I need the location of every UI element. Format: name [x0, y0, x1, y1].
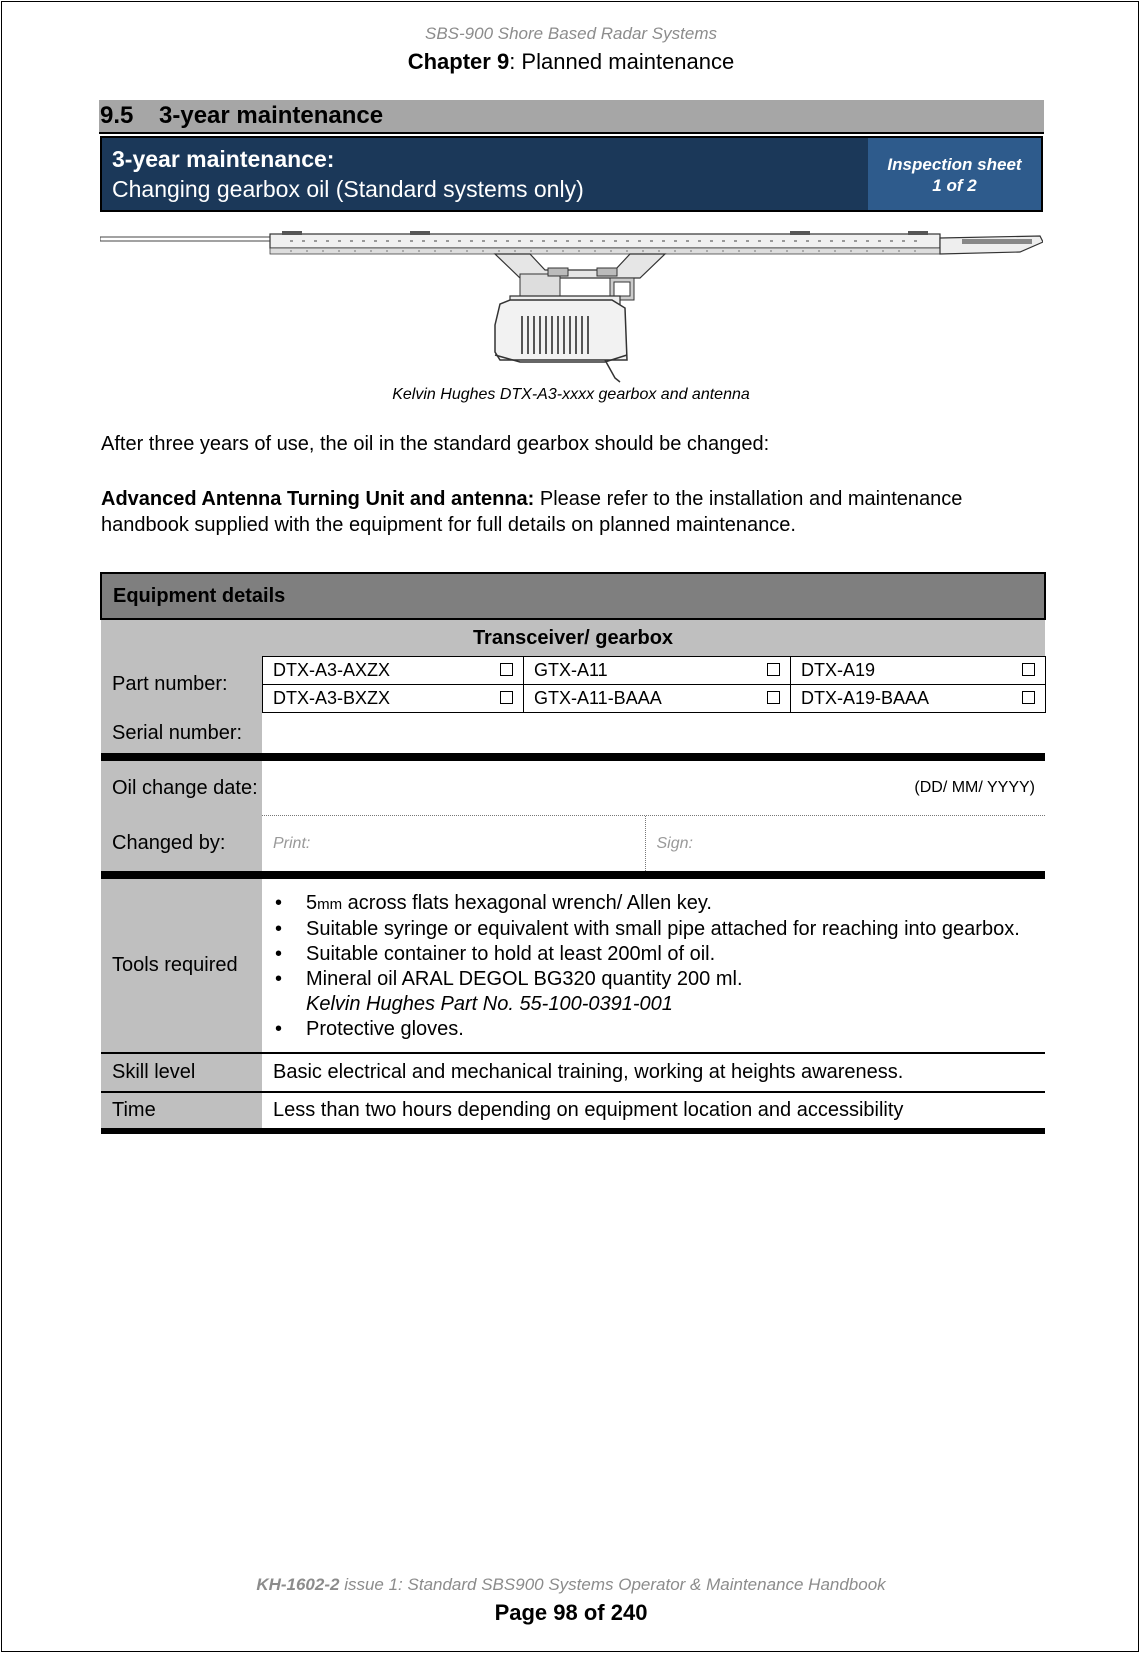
gearbox-antenna-illustration — [100, 230, 1043, 385]
list-item — [273, 967, 1035, 1017]
changed-by-label: Changed by: — [101, 816, 262, 876]
part-number-grid — [262, 656, 1046, 713]
intro-paragraph: After three years of use, the oil in the standard gearbox should be changed: — [101, 433, 770, 455]
table-bottom-border — [101, 1131, 1045, 1134]
section-heading — [99, 100, 1044, 134]
list-item: • Protective gloves. — [273, 1017, 1035, 1042]
sign-placeholder: Sign: — [656, 834, 693, 852]
time-label: Time — [101, 1092, 262, 1131]
transceiver-gearbox-heading: Transceiver/ gearbox — [101, 619, 1045, 656]
print-name-field[interactable] — [262, 816, 645, 871]
part-number-label: Part number: — [101, 656, 262, 713]
advanced-antenna-note — [101, 486, 1041, 538]
part-number-row — [263, 657, 1046, 685]
serial-number-label: Serial number: — [101, 713, 262, 757]
part-option-label: GTX-A11-BAAA — [534, 688, 662, 708]
part-option-label: DTX-A3-BXZX — [273, 688, 391, 708]
tools-list-cell — [262, 879, 1045, 1053]
part-option-gtx-a11-baaa[interactable] — [524, 685, 791, 713]
wrench-description: across flats hexagonal wrench/ Allen key. — [342, 892, 712, 914]
procedure-banner — [100, 136, 1043, 212]
part-option-dtx-a19[interactable] — [791, 657, 1046, 685]
chapter-number: Chapter 9 — [407, 49, 510, 74]
skill-level-label: Skill level — [101, 1053, 262, 1092]
banner-title: 3-year maintenance: — [112, 146, 335, 172]
part-option-label: DTX-A19 — [801, 660, 876, 680]
signature-grid — [262, 816, 1045, 871]
signature-field[interactable] — [645, 816, 1045, 871]
equipment-details-form — [100, 572, 1046, 1134]
oil-description: Mineral oil ARAL DEGOL BG320 quantity 200 ml. — [306, 968, 743, 990]
section-number: 9.5 — [100, 102, 134, 129]
note-heading: Advanced Antenna Turning Unit and antenna: — [101, 488, 535, 510]
oil-change-date-field[interactable] — [262, 761, 1045, 816]
footer-document-ref — [0, 1575, 1142, 1595]
part-option-label: DTX-A19-BAAA — [801, 688, 930, 708]
part-option-dtx-a19-baaa[interactable] — [791, 685, 1046, 713]
checkbox[interactable] — [767, 691, 780, 704]
inspection-sheet-count: 1 of 2 — [932, 176, 977, 195]
part-option-dtx-a3-axzx[interactable] — [263, 657, 524, 685]
print-placeholder: Print: — [273, 834, 311, 852]
part-option-label: DTX-A3-AXZX — [273, 660, 391, 680]
checkbox[interactable] — [767, 663, 780, 676]
antenna-beam — [100, 231, 1043, 254]
gearbox-body — [495, 254, 665, 382]
date-format-hint: (DD/ MM/ YYYY) — [914, 779, 1035, 796]
wrench-unit: mm — [317, 896, 343, 913]
checkbox[interactable] — [1022, 663, 1035, 676]
chapter-title: : Planned maintenance — [509, 49, 735, 74]
oil-part-number: Kelvin Hughes Part No. 55-100-0391-001 — [306, 993, 673, 1015]
figure-caption: Kelvin Hughes DTX-A3-xxxx gearbox and antenna — [392, 386, 750, 403]
banner-subtitle: Changing gearbox oil (Standard systems only) — [112, 176, 584, 202]
note-text: Please refer to the installation and maintenance handbook supplied with the equipment for full details on planned maintenance. — [101, 488, 963, 536]
list-item — [273, 891, 1035, 917]
part-number-row — [263, 685, 1046, 713]
tools-required-label: Tools required — [101, 879, 262, 1053]
inspection-sheet-label — [868, 138, 1041, 210]
wrench-size: 5 — [306, 892, 318, 914]
part-option-gtx-a11[interactable] — [524, 657, 791, 685]
part-option-label: GTX-A11 — [534, 660, 608, 680]
changed-by-fields — [262, 816, 1045, 876]
page-number: Page 98 of 240 — [494, 1600, 648, 1625]
checkbox[interactable] — [500, 691, 513, 704]
doc-code: KH-1602-2 — [256, 1575, 340, 1594]
tools-list — [273, 891, 1035, 1042]
inspection-sheet-title: Inspection sheet — [887, 155, 1022, 174]
section-title: 3-year maintenance — [159, 102, 384, 129]
document-subtitle: SBS-900 Shore Based Radar Systems — [425, 24, 717, 43]
serial-number-field[interactable] — [262, 713, 1045, 757]
time-value: Less than two hours depending on equipment location and accessibility — [262, 1092, 1045, 1131]
skill-level-value: Basic electrical and mechanical training, working at heights awareness. — [262, 1053, 1045, 1092]
chapter-heading — [0, 49, 1142, 75]
part-number-options — [262, 656, 1045, 713]
doc-title: issue 1: Standard SBS900 Systems Operator & Maintenance Handbook — [339, 1575, 886, 1594]
list-item: • Suitable syringe or equivalent with small pipe attached for reaching into gearbox. — [273, 917, 1035, 942]
oil-change-date-label: Oil change date: — [101, 761, 262, 816]
list-item: • Suitable container to hold at least 200ml of oil. — [273, 942, 1035, 967]
part-option-dtx-a3-bxzx[interactable] — [263, 685, 524, 713]
checkbox[interactable] — [1022, 691, 1035, 704]
checkbox[interactable] — [500, 663, 513, 676]
equipment-details-heading: Equipment details — [101, 573, 1045, 619]
